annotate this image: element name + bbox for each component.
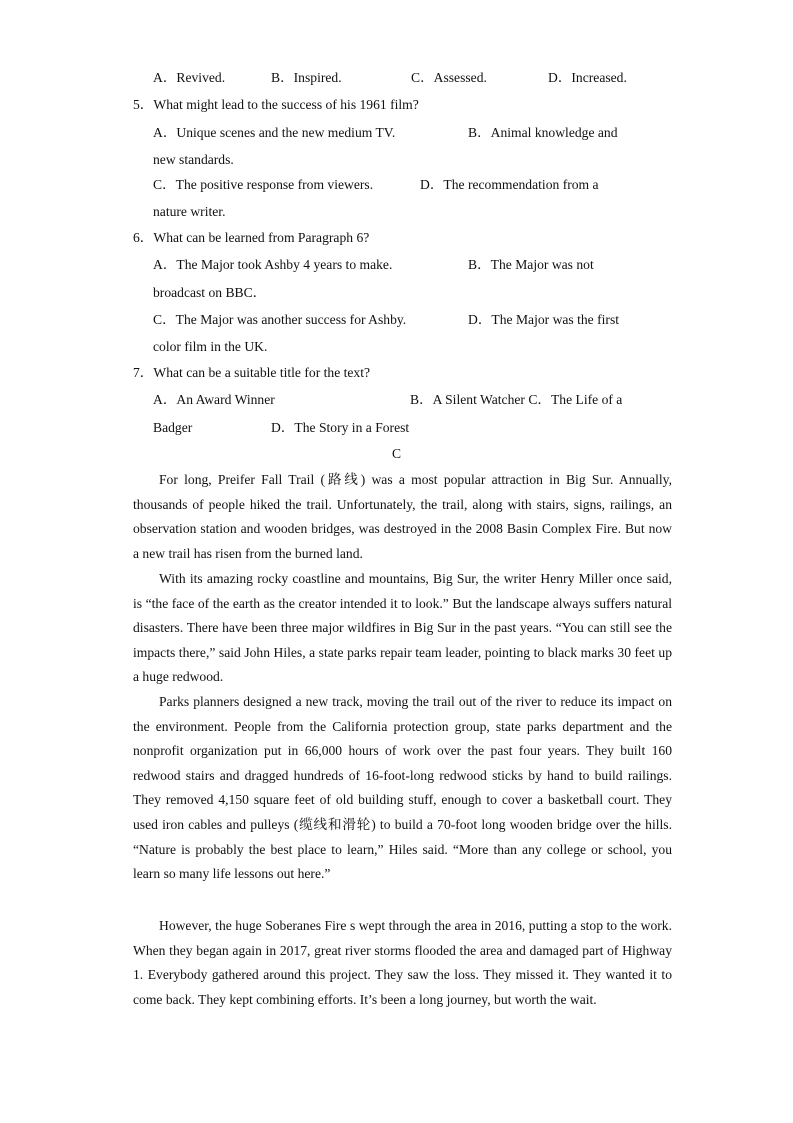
q4-option-a: A．Revived. (153, 70, 226, 85)
q7-option-c-continued: Badger (153, 420, 193, 435)
q5-option-d-continued: nature writer. (153, 204, 226, 219)
passage-paragraph-3 (133, 690, 672, 887)
passage-paragraph-4-text: However, the huge Soberanes Fire s wept through the area in 2016, putting a stop to the work. When they began again in 2017, great river storms flooded the area and damaged part of Highway 1. Everybody gathered around this project. They saw the loss. They missed it. They wanted it to come back. They kept combining efforts. It’s been a long journey, but worth the wait. (133, 918, 672, 1007)
q5-option-a: A．Unique scenes and the new medium TV. (153, 125, 396, 140)
q6-option-b-continued: broadcast on BBC． (153, 285, 267, 300)
passage-paragraph-3-text: Parks planners designed a new track, moving the trail out of the river to reduce its impact on the environment. People from the California protection group, state parks department and the nonprofit organization put in 66,000 hours of work over the past four years. They built 160 redwood stairs and dragged hundreds of 16-foot-long redwood sticks by hand to build railings. They removed 4,150 square feet of old building stuff, enough to cover a basketball court. They used iron cables and pulleys (缆线和滑轮) to build a 70-foot long wooden bridge over the hills. “Nature is probably the best place to learn,” Hiles said. “More than any college or school, you learn so many life lessons out here.” (133, 694, 672, 882)
q6-option-c: C．The Major was another success for Ashby. (153, 312, 407, 327)
q7-stem: 7．What can be a suitable title for the text? (133, 365, 371, 380)
q7-option-b-and-c: B．A Silent Watcher C．The Life of a (410, 392, 623, 407)
q5-option-b: B．Animal knowledge and (468, 125, 618, 140)
q4-option-b: B．Inspired. (271, 70, 342, 85)
passage-paragraph-2-text: With its amazing rocky coastline and mountains, Big Sur, the writer Henry Miller once said, is “the face of the earth as the creator intended it to look.” But the landscape always suffers natural disasters. There have been three major wildfires in Big Sur in the past years. “You can still see the impacts there,” said John Hiles, a state parks repair team leader, pointing to black marks 30 feet up a huge redwood. (133, 571, 672, 685)
passage-paragraph-2 (133, 567, 672, 690)
q4-option-c: C．Assessed. (411, 70, 487, 85)
q6-option-d-continued: color film in the UK. (153, 339, 268, 354)
q6-option-a: A．The Major took Ashby 4 years to make. (153, 257, 393, 272)
q6-option-d: D．The Major was the first (468, 312, 620, 327)
passage-paragraph-1-text: For long, Preifer Fall Trail (路线) was a most popular attraction in Big Sur. Annually, thousands of people hiked the trail. Unfortunately, the trail, along with stairs, signs, railings, an observation station and wooden bridges, was destroyed in the 2008 Basin Complex Fire. But now a new trail has risen from the burned land. (133, 472, 672, 561)
passage-paragraph-1 (133, 468, 672, 566)
q7-option-a: A．An Award Winner (153, 392, 275, 407)
q7-option-d: D．The Story in a Forest (271, 420, 410, 435)
q6-option-b: B．The Major was not (468, 257, 594, 272)
q5-option-c: C．The positive response from viewers. (153, 177, 374, 192)
q5-stem: 5．What might lead to the success of his 1961 film? (133, 97, 419, 112)
q6-stem: 6．What can be learned from Paragraph 6? (133, 230, 370, 245)
passage-paragraph-4 (133, 914, 672, 1012)
q5-option-b-continued: new standards. (153, 152, 234, 167)
q5-option-d: D．The recommendation from a (420, 177, 599, 192)
section-label: C (391, 446, 402, 461)
q4-option-d: D．Increased. (548, 70, 627, 85)
